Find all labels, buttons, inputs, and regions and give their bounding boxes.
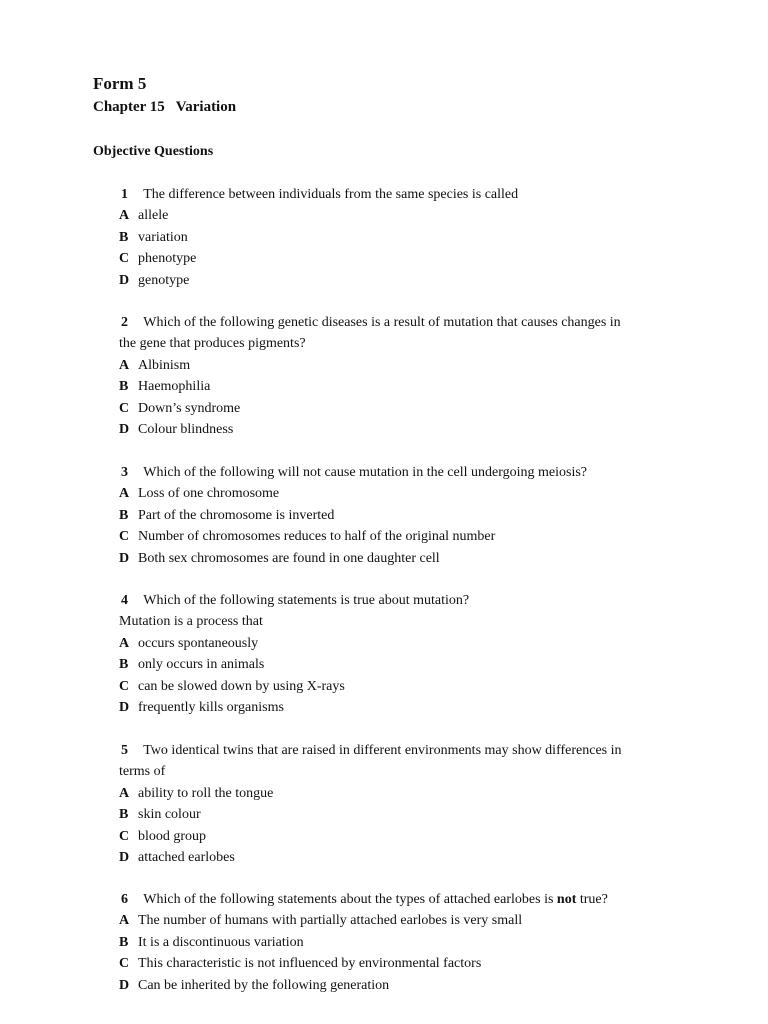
option-c xyxy=(119,826,689,847)
question-stem xyxy=(119,462,689,483)
question-text: The difference between individuals from the same species is called xyxy=(143,187,519,202)
option-letter: A xyxy=(119,357,130,373)
option-text: phenotype xyxy=(138,251,197,267)
option-text: The number of humans with partially attached earlobes is very small xyxy=(138,913,523,929)
question-stem xyxy=(119,312,689,333)
option-text: Albinism xyxy=(138,357,191,373)
question-number: 6 xyxy=(121,892,128,907)
option-d xyxy=(119,270,689,291)
option-b xyxy=(119,932,689,953)
question-stem-continued: Mutation is a process that xyxy=(119,614,263,630)
option-c xyxy=(119,953,689,974)
question-stem xyxy=(119,889,689,910)
chapter-title: Chapter 15 Variation xyxy=(93,99,237,115)
option-letter: C xyxy=(119,529,130,545)
question-4 xyxy=(119,590,689,718)
option-a xyxy=(119,355,689,376)
option-d xyxy=(119,548,689,569)
question-stem-continued: the gene that produces pigments? xyxy=(119,336,306,352)
option-letter: C xyxy=(119,400,130,416)
option-b xyxy=(119,227,689,248)
option-a xyxy=(119,483,689,504)
option-a xyxy=(119,633,689,654)
question-text-emphasis: not xyxy=(556,892,577,907)
question-number: 1 xyxy=(121,187,128,202)
question-stem xyxy=(119,590,689,611)
option-c xyxy=(119,248,689,269)
option-text: occurs spontaneously xyxy=(138,635,259,651)
option-text: allele xyxy=(138,208,169,224)
option-d xyxy=(119,697,689,718)
question-text-end: true? xyxy=(576,892,608,907)
question-text: Two identical twins that are raised in different environments may show differences in xyxy=(143,743,622,758)
question-stem xyxy=(119,740,689,761)
option-c xyxy=(119,676,689,697)
question-text: Which of the following genetic diseases is a result of mutation that causes changes in xyxy=(143,315,621,330)
option-text: variation xyxy=(138,229,188,245)
option-letter: B xyxy=(119,229,129,245)
question-6 xyxy=(119,889,689,996)
option-a xyxy=(119,783,689,804)
option-letter: D xyxy=(119,550,130,566)
option-text: Down’s syndrome xyxy=(138,400,241,416)
question-number: 5 xyxy=(121,743,128,758)
question-number: 2 xyxy=(121,315,128,330)
option-letter: D xyxy=(119,272,130,288)
option-letter: A xyxy=(119,208,130,224)
section-title: Objective Questions xyxy=(93,144,214,159)
option-letter: A xyxy=(119,486,130,502)
option-text: Loss of one chromosome xyxy=(138,486,280,502)
question-number: 3 xyxy=(121,465,128,480)
option-b xyxy=(119,376,689,397)
question-2 xyxy=(119,312,689,440)
option-text: blood group xyxy=(138,828,207,844)
option-letter: A xyxy=(119,785,130,801)
option-text: Colour blindness xyxy=(138,421,234,437)
option-letter: B xyxy=(119,807,129,823)
option-b xyxy=(119,804,689,825)
option-d xyxy=(119,847,689,868)
option-letter: B xyxy=(119,657,129,673)
option-letter: A xyxy=(119,635,130,651)
option-text: Haemophilia xyxy=(138,379,211,395)
option-text: skin colour xyxy=(138,807,201,823)
option-text: Can be inherited by the following generation xyxy=(138,977,390,993)
question-stem-continued: terms of xyxy=(119,764,166,780)
question-3 xyxy=(119,462,689,569)
option-letter: B xyxy=(119,507,129,523)
option-d xyxy=(119,975,689,996)
option-letter: C xyxy=(119,251,130,267)
question-1 xyxy=(119,184,689,291)
option-letter: D xyxy=(119,421,130,437)
option-c xyxy=(119,526,689,547)
option-text: frequently kills organisms xyxy=(138,699,284,715)
option-letter: B xyxy=(119,934,129,950)
option-letter: C xyxy=(119,956,130,972)
option-d xyxy=(119,419,689,440)
option-c xyxy=(119,398,689,419)
question-stem xyxy=(119,184,689,205)
option-text: Number of chromosomes reduces to half of the original number xyxy=(138,529,496,545)
option-letter: A xyxy=(119,913,130,929)
option-text: ability to roll the tongue xyxy=(138,785,274,801)
option-letter: C xyxy=(119,828,130,844)
option-text: It is a discontinuous variation xyxy=(138,934,304,950)
question-5 xyxy=(119,740,689,868)
option-text: genotype xyxy=(138,272,190,288)
option-b xyxy=(119,654,689,675)
option-text: This characteristic is not influenced by environmental factors xyxy=(138,956,482,972)
option-text: only occurs in animals xyxy=(138,657,265,673)
option-text: Part of the chromosome is inverted xyxy=(138,507,335,523)
option-letter: D xyxy=(119,977,130,993)
question-text: Which of the following statements is true about mutation? xyxy=(143,593,470,608)
option-letter: B xyxy=(119,379,129,395)
option-b xyxy=(119,505,689,526)
option-letter: C xyxy=(119,678,130,694)
option-a xyxy=(119,910,689,931)
option-text: can be slowed down by using X-rays xyxy=(138,678,345,694)
question-text: Which of the following will not cause mutation in the cell undergoing meiosis? xyxy=(143,465,588,480)
option-letter: D xyxy=(119,699,130,715)
option-letter: D xyxy=(119,849,130,865)
form-title: Form 5 xyxy=(93,74,147,93)
option-text: Both sex chromosomes are found in one daughter cell xyxy=(138,550,440,566)
option-text: attached earlobes xyxy=(138,849,235,865)
question-number: 4 xyxy=(121,593,128,608)
option-a xyxy=(119,205,689,226)
question-text: Which of the following statements about the types of attached earlobes is xyxy=(143,892,557,907)
